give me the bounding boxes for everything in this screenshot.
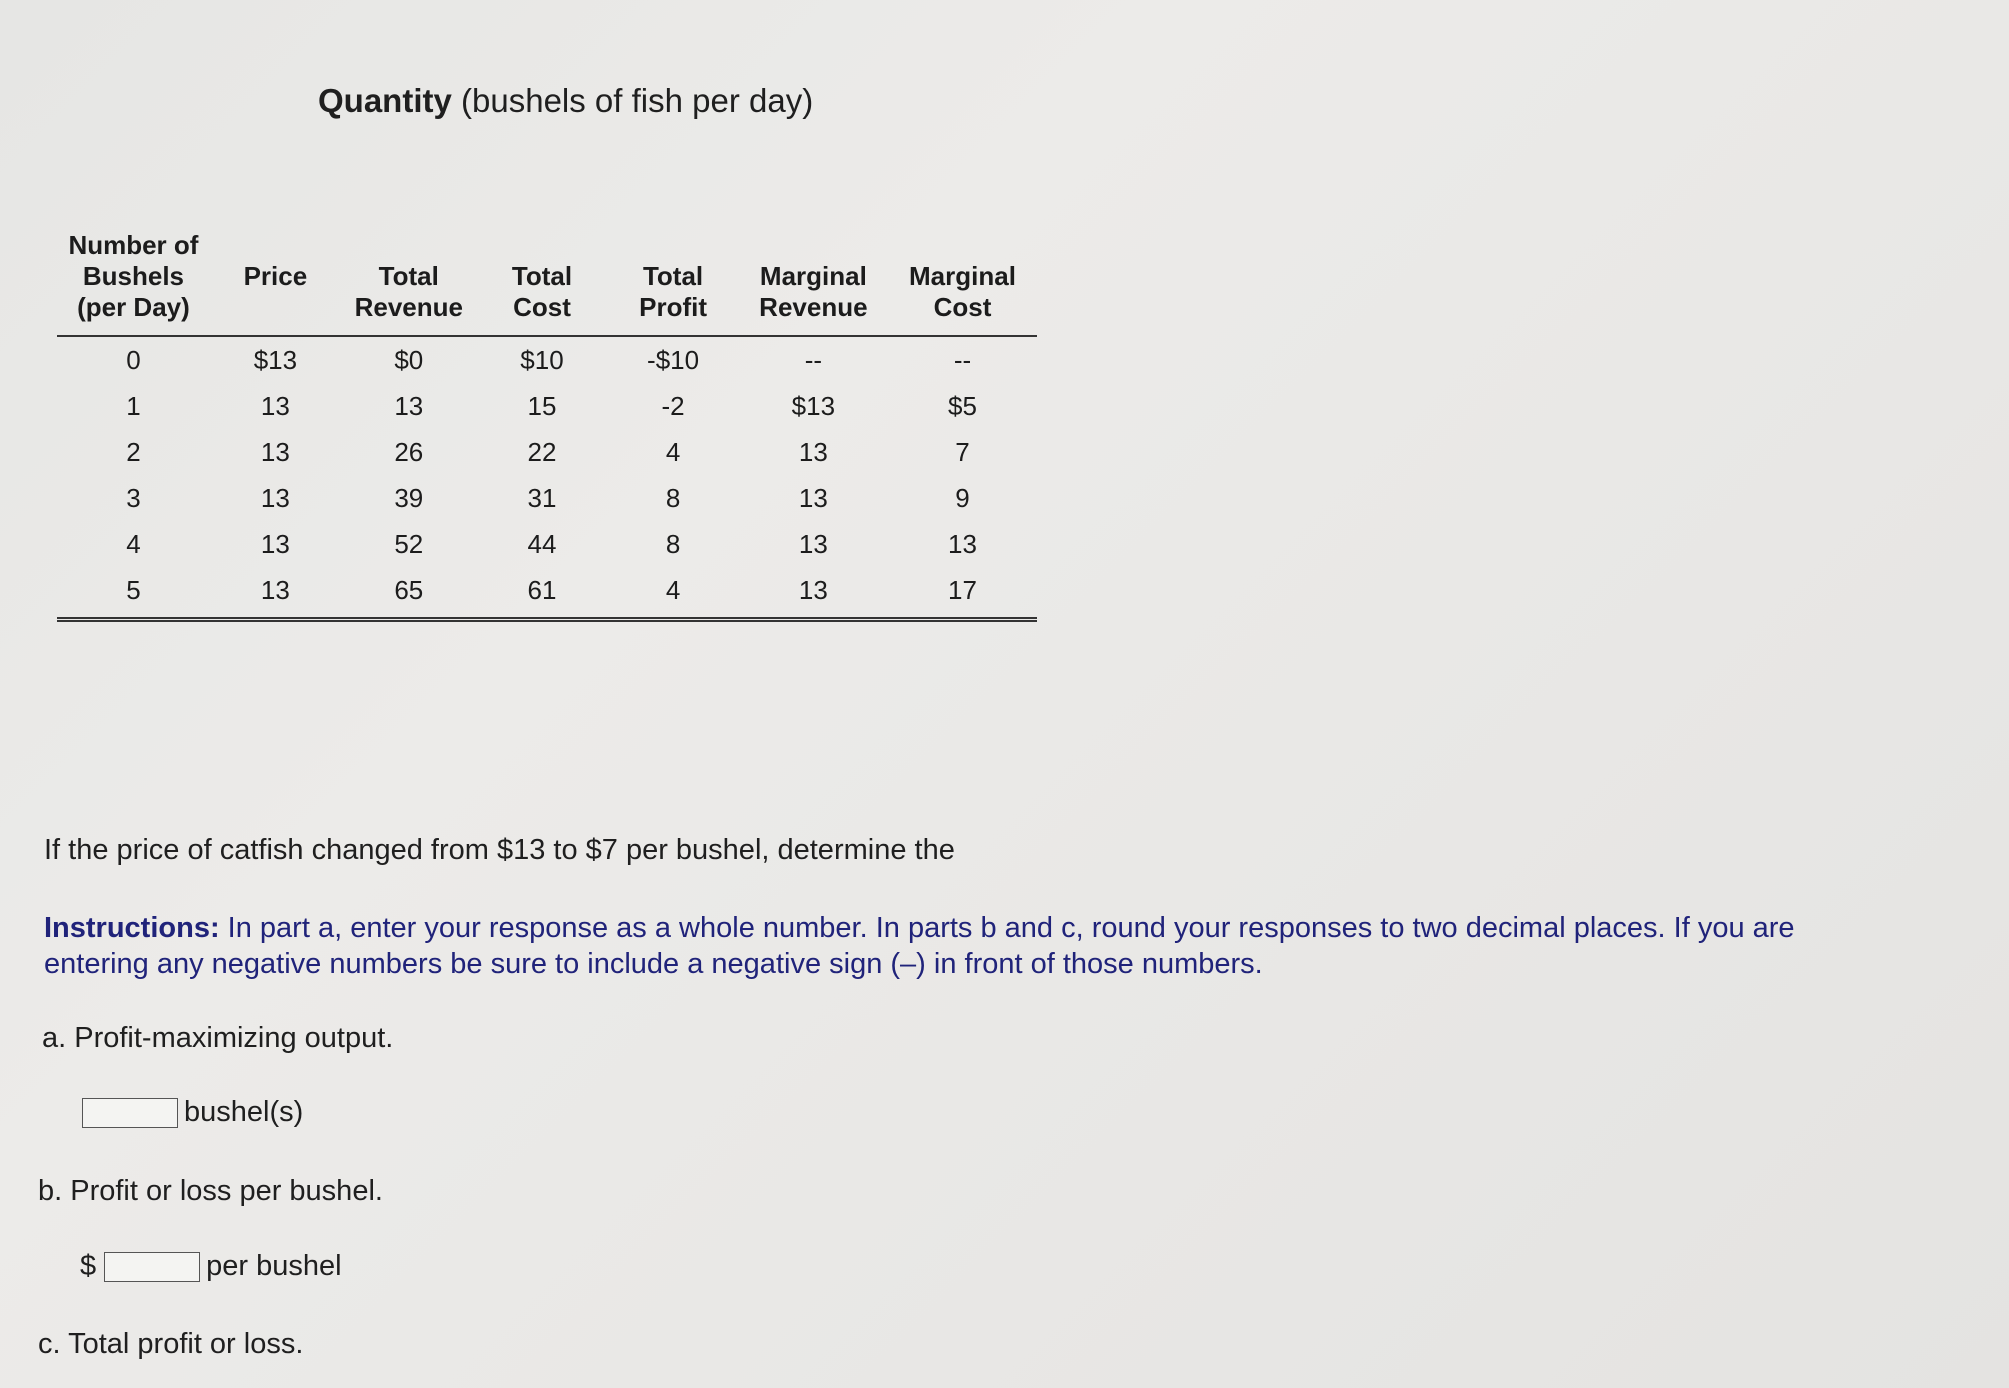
cell-bushels: 5 — [57, 567, 210, 620]
table-row — [57, 429, 1037, 475]
header-total-cost: Total Cost — [477, 230, 608, 336]
part-a-unit: bushel(s) — [184, 1096, 304, 1128]
question-intro: If the price of catfish changed from $13 to $7 per bushel, determine the — [44, 834, 955, 866]
cell-marginal-cost: 9 — [955, 482, 970, 513]
cell-total-cost: 22 — [527, 436, 557, 467]
instructions — [44, 910, 1884, 982]
cell-price: 13 — [260, 390, 290, 421]
cell-total-revenue: 65 — [341, 567, 477, 620]
table-row — [57, 336, 1037, 383]
cell-total-revenue: 26 — [394, 436, 424, 467]
profit-maximizing-output-input[interactable] — [82, 1098, 178, 1128]
cell-marginal-revenue: 13 — [798, 436, 828, 467]
cell-price: 13 — [260, 436, 290, 467]
cell-marginal-revenue: 13 — [798, 482, 828, 513]
cell-total-profit: 8 — [665, 482, 681, 513]
cell-marginal-revenue: -- — [804, 344, 823, 375]
cell-marginal-revenue: 13 — [739, 567, 888, 620]
cell-marginal-cost: 7 — [955, 436, 970, 467]
cell-total-profit: 4 — [665, 436, 681, 467]
header-total-profit: Total Profit — [607, 230, 738, 336]
part-a-answer-row — [82, 1096, 303, 1129]
cell-total-profit: 8 — [665, 528, 681, 559]
instructions-label: Instructions: — [44, 912, 220, 944]
cell-marginal-revenue: 13 — [798, 528, 828, 559]
cell-price: 13 — [260, 482, 290, 513]
table-row — [57, 475, 1037, 521]
profit-per-bushel-input[interactable] — [104, 1252, 200, 1282]
dollar-sign: $ — [80, 1250, 97, 1282]
cost-revenue-table — [57, 230, 1037, 622]
part-c-prompt: c. Total profit or loss. — [38, 1328, 304, 1360]
cell-marginal-cost: 13 — [948, 528, 977, 559]
header-bushels: Number of Bushels (per Day) — [57, 230, 210, 336]
cell-total-cost: 31 — [527, 482, 557, 513]
cell-bushels: 4 — [126, 528, 141, 559]
cell-total-profit: 4 — [607, 567, 738, 620]
cell-total-revenue: 39 — [394, 482, 424, 513]
cell-marginal-revenue: $13 — [791, 390, 836, 421]
cell-total-profit: -$10 — [647, 344, 700, 375]
cell-price: 13 — [210, 567, 341, 620]
cell-total-cost: 61 — [477, 567, 608, 620]
cell-total-cost: 44 — [527, 528, 557, 559]
header-marginal-cost: Marginal Cost — [888, 230, 1037, 336]
cell-marginal-cost: 17 — [888, 567, 1037, 620]
cell-total-revenue: 13 — [394, 390, 424, 421]
cell-price: $13 — [253, 344, 298, 375]
cell-bushels: 1 — [126, 390, 141, 421]
table-title-bold: Quantity — [318, 82, 452, 119]
header-total-revenue: Total Revenue — [341, 230, 477, 336]
table-row — [57, 567, 1037, 620]
instructions-text: In part a, enter your response as a whole number. In parts b and c, round your responses to two decimal places. If you are entering any negative numbers be sure to include a negative sign (–) in front of those numbers. — [44, 912, 1795, 980]
cell-total-revenue: $0 — [394, 344, 424, 375]
table-title-rest: (bushels of fish per day) — [461, 82, 814, 119]
cell-marginal-cost: -- — [953, 344, 972, 375]
cell-total-profit: -2 — [661, 390, 685, 421]
cell-total-cost: 15 — [527, 390, 557, 421]
header-marginal-revenue: Marginal Revenue — [739, 230, 888, 336]
header-price: Price — [210, 230, 341, 336]
part-a-prompt: a. Profit-maximizing output. — [42, 1022, 394, 1054]
part-b-unit: per bushel — [206, 1250, 342, 1282]
part-b-prompt: b. Profit or loss per bushel. — [38, 1175, 383, 1207]
cell-total-revenue: 52 — [394, 528, 424, 559]
cell-bushels: 3 — [126, 482, 141, 513]
cell-total-cost: $10 — [520, 344, 564, 375]
table-row — [57, 521, 1037, 567]
table-row — [57, 383, 1037, 429]
part-b-answer-row — [80, 1250, 342, 1283]
cell-bushels: 0 — [126, 344, 141, 375]
table-title — [318, 82, 813, 120]
cell-price: 13 — [260, 528, 290, 559]
cell-marginal-cost: $5 — [948, 390, 977, 421]
table-header-row — [57, 230, 1037, 336]
cell-bushels: 2 — [126, 436, 141, 467]
